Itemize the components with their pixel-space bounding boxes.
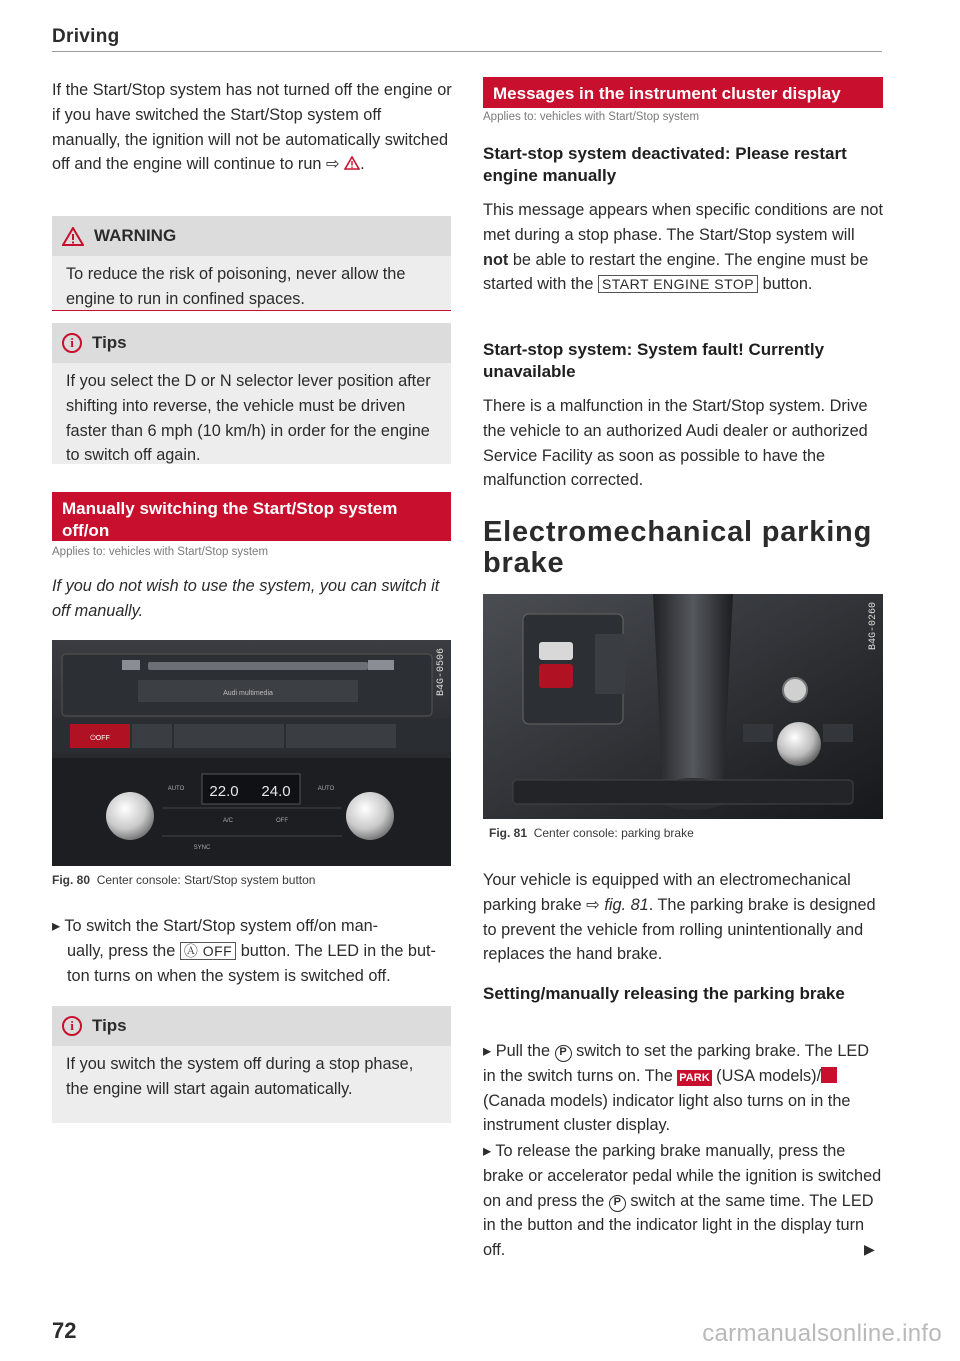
parking-brake-switch (539, 664, 573, 688)
ac-label: A/C (222, 818, 234, 824)
continue-arrow-icon: ▶ (864, 1241, 875, 1257)
sync-label: SYNC (193, 845, 211, 851)
header-divider (52, 51, 882, 52)
info-icon: i (62, 333, 82, 353)
figure-81-image (483, 594, 883, 819)
tips-title-2: Tips (92, 1016, 127, 1035)
paragraph-deactivated: This message appears when specific conditions are not met during a stop phase. The Start/Stop system will not be able to restart the engine. The engine must be started with the START ENGINE STOP button. (483, 201, 884, 294)
warning-icon (344, 156, 360, 170)
tips-box-2 (52, 1006, 451, 1123)
subheading-deactivated: Start-stop system deactivated: Please restart engine manually (483, 144, 847, 185)
watermark: carmanualsonline.info (702, 1320, 942, 1347)
auto-left-label: AUTO (167, 786, 185, 792)
section-title-manual-switch: Manually switching the Start/Stop system off/on (52, 492, 451, 541)
off-label: OFF (276, 818, 288, 824)
canada-indicator-icon (821, 1067, 837, 1083)
start-stop-button-label: ⏻OFF (90, 735, 110, 742)
warning-header (52, 216, 451, 256)
tips-text-2: If you switch the system off during a stop phase, the engine will start again automatically. (66, 1055, 414, 1098)
tips-header-2 (52, 1006, 451, 1046)
page-number: 72 (52, 1318, 77, 1343)
right-knob (346, 792, 394, 840)
paragraph-parking-brake-intro: Your vehicle is equipped with an electromechanical parking brake ⇨ fig. 81. The parking brake is designed to prevent the vehicle from rolling unintentionally and replaces the hand brake. (483, 871, 876, 964)
figure-80-image (52, 640, 451, 866)
applies-note-left: Applies to: vehicles with Start/Stop system (52, 546, 269, 558)
subheading-fault: Start-stop system: System fault! Currently unavailable (483, 340, 825, 381)
mmi-knob (777, 722, 821, 766)
start-stop-key: Ⓐ OFF (180, 942, 236, 960)
panel-label: Audi multimedia (223, 690, 273, 697)
chapter-title: Driving (52, 26, 120, 47)
main-heading-parking-brake: Electromechanical parking brake (483, 516, 873, 579)
tips-box-1 (52, 323, 451, 464)
bullet-set-parking-brake: ▸ Pull the P switch to set the parking brake. The LED in the switch turns on. The PARK (USA models)/ (Canada models) indicator light also turns on in the instrument cluster display. (483, 1042, 869, 1135)
start-engine-stop-key: START ENGINE STOP (598, 275, 758, 293)
tips-header-1 (52, 323, 451, 363)
info-icon: i (62, 1016, 82, 1036)
center-console-illustration (52, 640, 451, 866)
temp-left: 22.0 (209, 783, 239, 800)
intro-paragraph: If the Start/Stop system has not turned off the engine or if you have switched the Start/Stop system off manually, the ignition will not be automatically switched off and the engine will continue to run ⇨ . (52, 81, 452, 174)
figure-81-caption: Fig. 81 Center console: parking brake (489, 826, 694, 840)
figure-81-tag: B4G-0260 (868, 602, 879, 651)
figure-80-tag: B4G-0506 (436, 648, 447, 697)
parking-brake-console-illustration (483, 594, 883, 819)
figure-80-caption: Fig. 80 Center console: Start/Stop system button (52, 873, 316, 887)
section-intro: If you do not wish to use the system, you can switch it off manually. (52, 577, 440, 620)
warning-triangle-icon (62, 227, 84, 246)
section-title-messages: Messages in the instrument cluster display (483, 77, 883, 108)
left-knob (106, 792, 154, 840)
paragraph-fault: There is a malfunction in the Start/Stop system. Drive the vehicle to an authorized Audi dealer or authorized Service Facility as soon as possible to have the malfunction corrected. (483, 397, 868, 490)
temp-right: 24.0 (261, 783, 291, 800)
park-indicator-badge: PARK (679, 1071, 710, 1084)
bullet-release-parking-brake: ▸ To release the parking brake manually, press the brake or accelerator pedal while the ignition is switched on and press the P switch at the same time. The LED in the button and the indicator light in the display turn off. (483, 1142, 882, 1260)
tips-title-1: Tips (92, 333, 127, 352)
auto-right-label: AUTO (317, 786, 335, 792)
parking-brake-symbol-icon: P (555, 1045, 572, 1062)
warning-title: WARNING (94, 226, 177, 245)
warning-box (52, 216, 451, 311)
applies-note-right: Applies to: vehicles with Start/Stop system (483, 111, 700, 123)
parking-brake-symbol-icon: P (609, 1195, 626, 1212)
tips-text-1: If you select the D or N selector lever position after shifting into reverse, the vehicle must be driven faster than 6 mph (10 km/h) in order for the engine to switch off again. (66, 372, 431, 465)
gear-lever (653, 594, 733, 794)
warning-text: To reduce the risk of poisoning, never allow the engine to run in confined spaces. (66, 265, 406, 308)
subheading-setting-releasing: Setting/manually releasing the parking brake (483, 984, 845, 1003)
